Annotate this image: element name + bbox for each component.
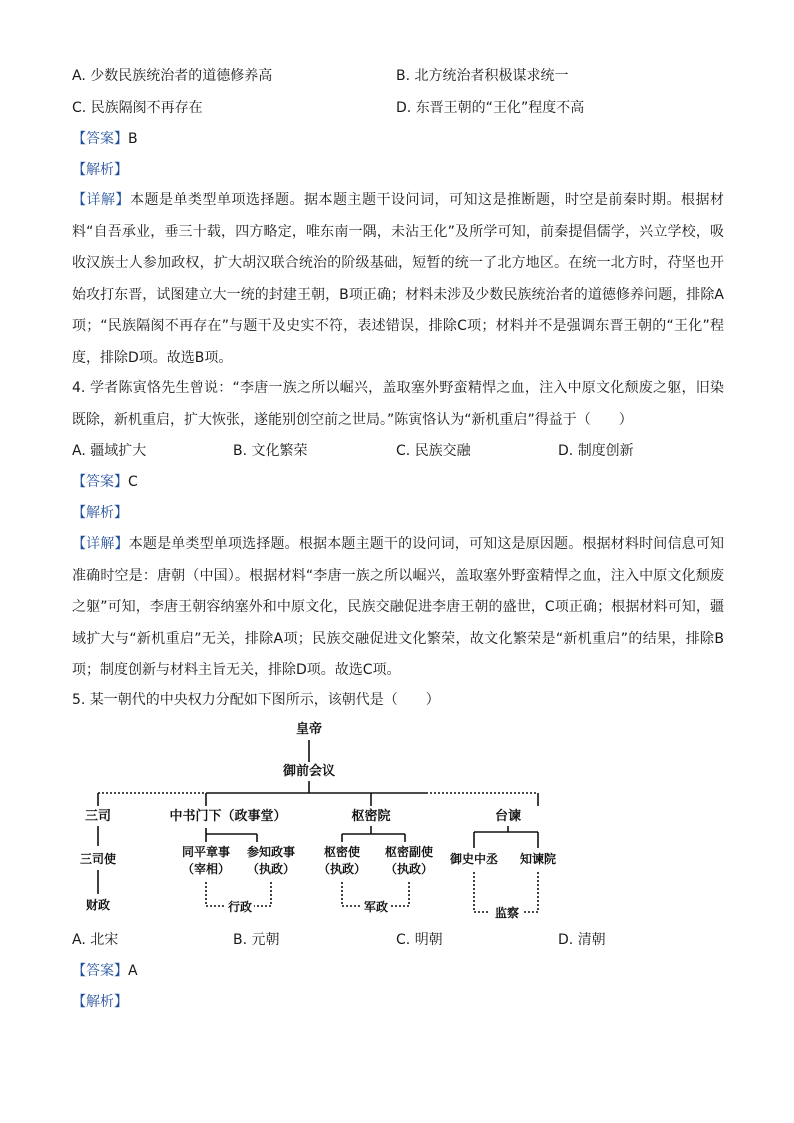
node-junzheng: 军政 (363, 900, 389, 914)
q4-answer: 【答案】C (72, 474, 138, 490)
q3-option-a: A. 少数民族统治者的道德修养高 (72, 68, 273, 84)
node-canzhi: 参知政事 (246, 845, 296, 859)
q3-answer: 【答案】B (72, 131, 138, 147)
node-zhijian: 知谏院 (519, 852, 557, 866)
node-shumi: 枢密院 (351, 809, 391, 824)
q3-analysis-tag: 【解析】 (72, 162, 128, 178)
node-taijian: 台谏 (494, 809, 522, 824)
power-structure-diagram (76, 718, 576, 923)
q4-detail: 【详解】本题是单类型单项选择题。根据本题主题干的设问词，可知这是原因题。根据材料时间信息可知准确时空是：唐朝（中国）。根据材料“李唐一族之所以崛兴，盖取塞外野蛮精悍之血，注入中原文化颓废之躯”可知，李唐王朝容纳塞外和中原文化，民族交融促进李唐王朝的盛世，C项正确；根据材料可知，疆域扩大与“新机重启”无关，排除A项；民族交融促进文化繁荣，故文化繁荣是“新机重启”的结果，排除B项；制度创新与材料主旨无关，排除D项。故选C项。 (72, 536, 725, 678)
q5-option-c: C. 明朝 (396, 932, 443, 948)
q3-option-b: B. 北方统治者积极谋求统一 (396, 68, 569, 84)
q5-analysis-tag: 【解析】 (72, 994, 128, 1010)
q3-option-d: D. 东晋王朝的“王化”程度不高 (396, 100, 585, 116)
q5-answer: 【答案】A (72, 963, 138, 979)
node-shumifushi: 枢密副使 (384, 845, 434, 859)
q5-option-a: A. 北宋 (72, 932, 119, 948)
node-shumishi: 枢密使 (323, 845, 361, 859)
q4-stem: 4. 学者陈寅恪先生曾说：“李唐一族之所以崛兴，盖取塞外野蛮精悍之血，注入中原文化颓废之躯，旧染既除，新机重启，扩大恢张，遂能别创空前之世局。”陈寅恪认为“新机重启”得益于（ ） (72, 380, 724, 428)
node-tongping: 同平章事 (181, 845, 231, 859)
q3-detail: 【详解】本题是单类型单项选择题。据本题主题干设问词，可知这是推断题，时空是前秦时期。根据材料“自吾承业，垂三十载，四方略定，唯东南一隅，未沾王化”及所学可知，前秦提倡儒学，兴立学校，吸收汉族士人参加政权，扩大胡汉联合统治的阶级基础，短暂的统一了北方地区。在统一北方时，苻坚也开始攻打东晋，试图建立大一统的封建王朝，B项正确；材料未涉及少数民族统治者的道德修养问题，排除A项；“民族隔阂不再存在”与题干及史实不符，表述错误，排除C项；材料并不是强调东晋王朝的“王化”程度，排除D项。故选B项。 (72, 192, 724, 366)
q4-analysis-tag: 【解析】 (72, 505, 128, 521)
node-sansi: 三司 (84, 809, 112, 824)
q5-option-b: B. 元朝 (233, 932, 280, 948)
node-emperor: 皇帝 (295, 722, 323, 737)
q4-option-d: D. 制度创新 (558, 443, 634, 459)
q3-option-c: C. 民族隔阂不再存在 (72, 100, 203, 116)
q4-option-b: B. 文化繁荣 (233, 443, 308, 459)
node-council: 御前会议 (282, 764, 336, 779)
node-zhizheng-2: （执政） (317, 862, 367, 876)
node-zhongshu: 中书门下（政事堂） (169, 809, 287, 824)
node-xingzheng: 行政 (227, 900, 253, 914)
node-yushi: 御史中丞 (449, 852, 499, 866)
node-zaixiang: （宰相） (181, 862, 231, 876)
q5-stem: 5. 某一朝代的中央权力分配如下图所示，该朝代是（ ） (72, 692, 440, 708)
node-caizheng: 财政 (85, 898, 111, 912)
node-jiancha: 监察 (494, 906, 520, 920)
node-zhizheng-1: （执政） (246, 862, 296, 876)
node-zhizheng-3: （执政） (384, 862, 434, 876)
node-sansishi: 三司使 (79, 852, 117, 866)
q5-option-d: D. 清朝 (558, 932, 606, 948)
q4-option-c: C. 民族交融 (396, 443, 471, 459)
q4-option-a: A. 疆域扩大 (72, 443, 147, 459)
